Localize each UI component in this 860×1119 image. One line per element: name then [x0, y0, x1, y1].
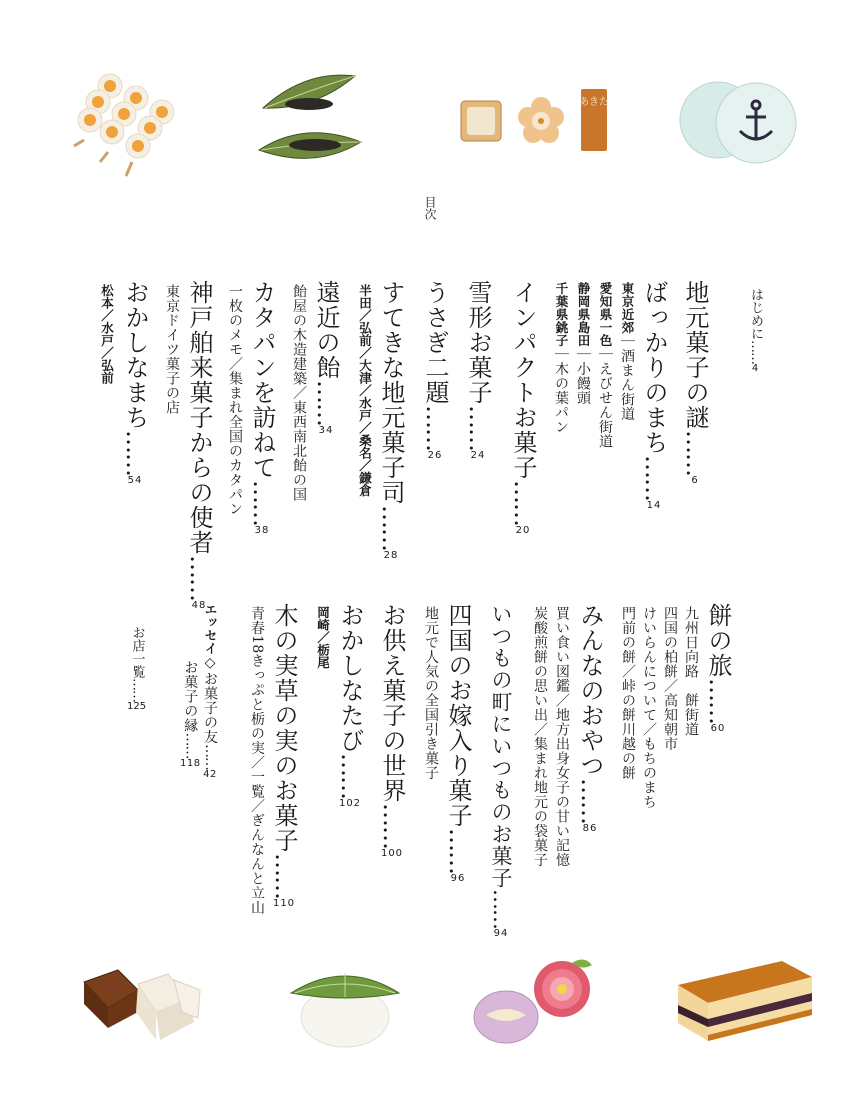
toc-entry-katapan[interactable]: カタパンを訪ねて……38	[248, 280, 276, 536]
toc-sub-line: 千葉県銚子｜木の葉パン	[553, 282, 569, 434]
toc-sub-line: 炭酸煎餅の思い出／集まれ地元の袋菓子	[532, 606, 548, 867]
essay-label: エッセイ	[203, 603, 218, 655]
sasa-leaf-illustration	[255, 70, 365, 170]
toc-title: はじめに	[748, 288, 763, 340]
page-number: 125	[127, 701, 147, 712]
page-number: 118	[180, 757, 201, 769]
toc-title: 遠近の飴	[312, 280, 340, 380]
toc-title: 神戸舶来菓子からの使者	[185, 280, 213, 555]
toc-title: おかしなたび	[336, 603, 364, 753]
toc-shop-list[interactable]: お店一覧……125	[127, 626, 147, 712]
toc-title: いつもの町にいつものお菓子	[489, 603, 513, 889]
toc-entry-kobe[interactable]: 神戸舶来菓子からの使者……48	[185, 280, 213, 611]
brown-sugar-candy-illustration	[78, 960, 208, 1045]
toc-entry-oyatsu[interactable]: みんなのおやつ……86	[576, 603, 604, 834]
toc-title: カタパンを訪ねて	[248, 280, 276, 480]
toc-entry-usagi[interactable]: うさぎ二題……26	[421, 280, 449, 461]
toc-title: お供え菓子の世界	[378, 603, 406, 803]
page-number: 24	[470, 450, 486, 461]
page-number: 34	[318, 425, 334, 436]
toc-title: お店一覧	[129, 626, 145, 678]
page-number: 26	[427, 450, 443, 461]
page-number: 100	[380, 848, 404, 859]
toc-sub-line: 地元で人気の全国引き菓子	[423, 606, 439, 780]
toc-title: 地元菓子の謎	[681, 280, 709, 430]
toc-entry-impact[interactable]: インパクトお菓子……20	[509, 280, 537, 536]
toc-sub-regions: 松本／水戸／弘前	[99, 284, 115, 384]
toc-entry-yukigata[interactable]: 雪形お菓子……24	[464, 280, 492, 461]
toc-entry-okashinatabi[interactable]: おかしなたび……102	[336, 603, 364, 809]
page-number: 4	[751, 363, 759, 374]
page-number: 28	[383, 550, 399, 561]
page-number: 6	[691, 475, 699, 486]
dango-illustration	[70, 68, 185, 178]
toc-entry-konomi[interactable]: 木の実草の実のお菓子……110	[270, 603, 298, 909]
toc-sub-line: 四国の柏餅／高知朝市	[662, 606, 678, 751]
toc-essay-2[interactable]: お菓子の縁……118	[180, 660, 201, 769]
page-number: 94	[493, 928, 509, 939]
toc-title: すてきな地元菓子司	[377, 280, 405, 505]
page-number: 42	[203, 769, 217, 780]
toc-entry-osonae[interactable]: お供え菓子の世界……100	[378, 603, 406, 859]
toc-sub-regions: 岡崎／栃尾	[315, 606, 331, 669]
toc-sub-line: 愛知県一色｜えびせん街道	[597, 282, 613, 449]
page-number: 60	[710, 723, 726, 734]
page-number: 96	[450, 873, 466, 884]
toc-sub-regions: 半田／弘前／大津／水戸／桑名／鎌倉	[357, 284, 373, 497]
toc-essay-1[interactable]: エッセイ◇お菓子の友……42	[202, 603, 218, 780]
page-number: 54	[127, 475, 143, 486]
toc-title: ばっかりのまち	[640, 280, 668, 455]
page-number: 86	[582, 823, 598, 834]
toc-sub-line: 買い食い図鑑／地方出身女子の甘い記憶	[554, 606, 570, 867]
toc-sub-line: 東京近郊｜酒まん街道	[619, 282, 635, 421]
toc-title: みんなのおやつ	[576, 603, 604, 778]
toc-title: 木の実草の実のお菓子	[270, 603, 298, 853]
toc-sub-line: 門前の餅／峠の餅川越の餅	[620, 606, 636, 780]
page-number: 38	[254, 525, 270, 536]
toc-intro[interactable]: はじめに……4	[748, 288, 763, 374]
toc-entry-itsumono[interactable]: いつもの町にいつものお菓子……94	[489, 603, 513, 939]
akita-wagashi-illustration	[455, 85, 615, 155]
toc-sub-line: 飴屋の木造建築／東西南北飴の国	[291, 284, 307, 502]
toc-entry-bakkari[interactable]: ばっかりのまち……14	[640, 280, 668, 511]
kashiwa-mochi-illustration	[285, 955, 405, 1050]
toc-title: 雪形お菓子	[464, 280, 492, 405]
toc-entry-ame[interactable]: 遠近の飴……34	[312, 280, 340, 436]
page-number: 14	[646, 500, 662, 511]
toc-title: おかしなまち	[121, 280, 149, 430]
toc-sub-line: 九州日向路 餅街道	[683, 606, 699, 737]
toc-sub-line: 青春18きっぷと栃の実／一覧／ぎんなんと立山	[249, 606, 265, 915]
nerikiri-illustration	[470, 955, 600, 1050]
akita-label: あきた	[579, 97, 609, 108]
toc-title: 餅の旅	[704, 603, 732, 678]
toc-entry-kashitsukasa[interactable]: すてきな地元菓子司……28	[377, 280, 405, 561]
castella-illustration	[672, 955, 817, 1050]
toc-sub-line: 静岡県島田｜小饅頭	[575, 282, 591, 405]
page-number: 48	[191, 600, 207, 611]
toc-entry-oyomeiri[interactable]: 四国のお嫁入り菓子……96	[444, 603, 472, 884]
toc-title: インパクトお菓子	[509, 280, 537, 480]
toc-title: 四国のお嫁入り菓子	[444, 603, 472, 828]
toc-sub-line: けいらんについて／もちのまち	[641, 606, 657, 809]
toc-title: うさぎ二題	[421, 280, 449, 405]
page-number: 110	[272, 898, 296, 909]
mokuji-heading: 目次	[423, 196, 437, 220]
toc-sub-line: 一枚のメモ／集まれ全国のカタパン	[227, 284, 243, 516]
toc-entry-jimoto-nazo[interactable]: 地元菓子の謎……6	[681, 280, 709, 486]
page-number: 102	[338, 798, 362, 809]
toc-sub-line: 東京ドイツ菓子の店	[164, 284, 180, 415]
toc-entry-mochi[interactable]: 餅の旅……60	[704, 603, 732, 734]
toc-entry-okashinamachi[interactable]: おかしなまち……54	[121, 280, 149, 486]
page-number: 20	[515, 525, 531, 536]
anchor-senbei-illustration	[678, 75, 803, 170]
